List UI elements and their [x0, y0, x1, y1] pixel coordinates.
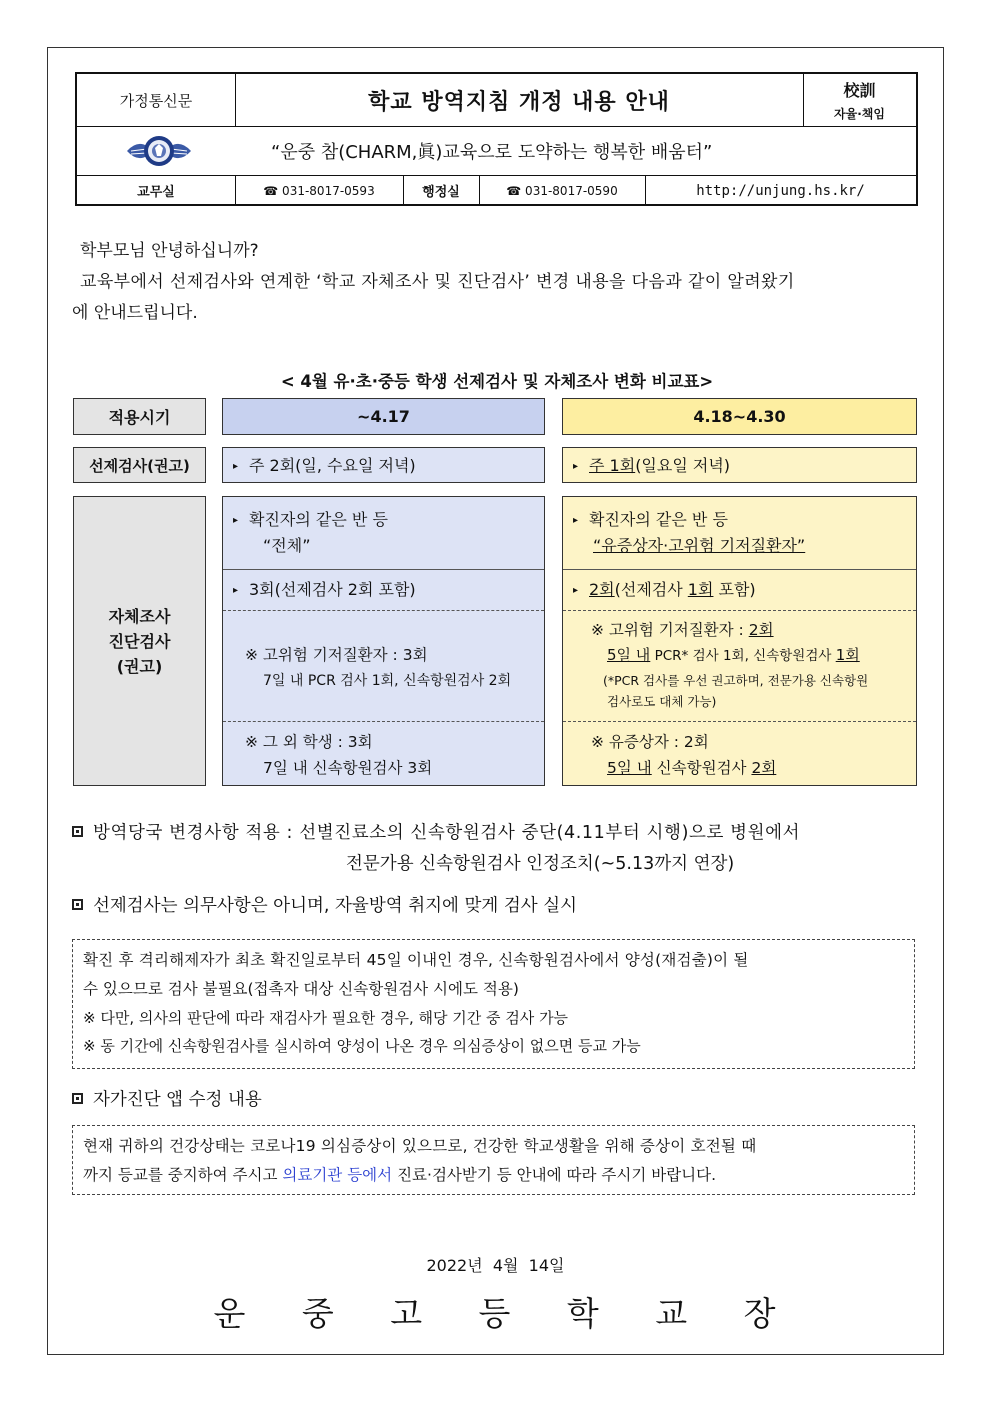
square-bullet-icon [72, 1093, 83, 1104]
box2-line2a: 까지 등교를 중지하여 주시고 [83, 1166, 283, 1184]
school-emblem-icon [125, 132, 193, 170]
bullet-triangle-icon: ▸ [233, 585, 239, 596]
highrisk-after-1b: 2회 [748, 621, 774, 639]
scope-after-2: “유증상자·고위험 기저질환자” [593, 536, 806, 555]
header-table [75, 72, 918, 206]
bullet-triangle-icon: ▸ [233, 461, 239, 472]
pretest-before-cell [222, 447, 545, 483]
table-caption: < 4월 유·초·중등 학생 선제검사 및 자체조사 변화 비교표> [280, 372, 714, 391]
other-after-2a: 5일 내 [607, 759, 652, 777]
row-header-pretest: 선제검사(권고) [73, 447, 206, 483]
section-1-line1 [72, 818, 800, 848]
other-after-1: ※ 유증상자 : 2회 [591, 733, 709, 751]
scope-before-1: 확진자의 같은 반 등 [249, 510, 388, 529]
bullet-triangle-icon: ▸ [573, 585, 579, 596]
motto-title: 校訓 [843, 80, 876, 100]
other-before-1: ※ 그 외 학생 : 3회 [245, 733, 373, 751]
office1-label: 교무실 [137, 185, 175, 200]
issue-date: 2022년 4월 14일 [426, 1256, 565, 1275]
notice-box-selfcheck [72, 1125, 915, 1195]
highrisk-after-1a: ※ 고위험 기저질환자 : [591, 621, 749, 639]
box2-line2b: 의료기관 등에서 [282, 1166, 393, 1184]
bullet-triangle-icon: ▸ [233, 515, 239, 526]
pretest-after-cell [562, 447, 917, 483]
count-after-row [573, 577, 756, 603]
highrisk-after-4: 검사로도 대체 가능) [607, 694, 717, 709]
notice-box-retest [72, 939, 915, 1069]
highrisk-before-1: ※ 고위험 기저질환자 : 3회 [245, 646, 428, 664]
box1-line1: 확진 후 격리해제자가 최초 확진일로부터 45일 이내인 경우, 신속항원검사에서 양성(재검출)이 될 [83, 951, 749, 969]
box2-line1: 현재 귀하의 건강상태는 코로나19 의심증상이 있으므로, 건강한 학교생활을 위해 증상이 호전될 때 [83, 1137, 757, 1155]
pretest-after-rest: (일요일 저녁) [635, 456, 731, 475]
section-2 [72, 891, 577, 921]
section-1-text1: 방역당국 변경사항 적용 : 선별진료소의 신속항원검사 중단(4.11부터 시행)으로 병원에서 [93, 823, 801, 843]
other-after [591, 729, 776, 781]
signature: 운 중 고 등 학 교 장 [213, 1294, 778, 1333]
greeting: 학부모님 안녕하십니까? [80, 241, 259, 261]
box1-line4: ※ 동 기간에 신속항원검사를 실시하여 양성이 나온 경우 의심증상이 없으면 등교 가능 [83, 1037, 641, 1055]
highrisk-after [591, 618, 868, 712]
count-after-a: 2회 [589, 580, 615, 599]
newsletter-label: 가정통신문 [119, 91, 193, 110]
count-after-b: (선제검사 [614, 580, 688, 599]
scope-after [573, 507, 805, 558]
row-header-period: 적용시기 [73, 398, 206, 435]
office1-phone: ☎ 031-8017-0593 [263, 183, 375, 198]
office2-phone: ☎ 031-8017-0590 [506, 183, 618, 198]
count-after-d: 포함) [713, 580, 756, 599]
period-after: 4.18~4.30 [562, 398, 917, 435]
row-header-self [73, 496, 206, 786]
period-before: ~4.17 [222, 398, 545, 435]
count-before-row [233, 577, 416, 603]
square-bullet-icon [72, 826, 83, 837]
highrisk-after-2a: 5일 내 [607, 646, 651, 664]
section-2-text: 선제검사는 의무사항은 아니며, 자율방역 취지에 맞게 검사 실시 [93, 896, 578, 916]
other-after-2c: 2회 [751, 759, 777, 777]
motto-text: 자율·책임 [834, 106, 885, 121]
pretest-after-emph: 주 1회 [589, 456, 636, 475]
bullet-triangle-icon: ▸ [573, 515, 579, 526]
row-header-self-3: (권고) [116, 656, 163, 676]
section-1-line2: 전문가용 신속항원검사 인정조치(~5.13까지 연장) [346, 854, 735, 874]
section-3-text: 자가진단 앱 수정 내용 [93, 1090, 262, 1110]
box2-line2c: 진료·검사받기 등 안내에 따라 주시기 바랍니다. [392, 1166, 717, 1184]
other-after-2b: 신속항원검사 [651, 759, 752, 777]
highrisk-after-2b: PCR* 검사 1회, 신속항원검사 [650, 648, 836, 664]
self-before-column [222, 496, 545, 786]
square-bullet-icon [72, 899, 83, 910]
row-header-self-2: 진단검사 [108, 631, 171, 651]
highrisk-after-3: (*PCR 검사를 우선 권고하며, 전문가용 신속항원 [603, 673, 869, 688]
box1-line3: ※ 다만, 의사의 판단에 따라 재검사가 필요한 경우, 해당 기간 중 검사 가능 [83, 1009, 569, 1027]
scope-after-1: 확진자의 같은 반 등 [589, 510, 728, 529]
intro-line1: 교육부에서 선제검사와 연계한 ‘학교 자체조사 및 진단검사’ 변경 내용을 다음과 같이 알려왔기 [80, 272, 795, 292]
self-after-column [562, 496, 917, 786]
page-title: 학교 방역지침 개정 내용 안내 [368, 89, 670, 115]
office2-label: 행정실 [422, 185, 460, 200]
slogan: “운중 참(CHARM,眞)교육으로 도약하는 행복한 배움터” [271, 141, 713, 163]
other-before [245, 729, 432, 781]
website-link[interactable]: http://unjung.hs.kr/ [696, 182, 865, 199]
row-header-self-1: 자체조사 [108, 606, 171, 626]
scope-before [233, 507, 388, 558]
count-before: 3회(선제검사 2회 포함) [249, 580, 416, 599]
other-before-2: 7일 내 신속항원검사 3회 [263, 759, 433, 777]
highrisk-before [245, 642, 511, 694]
box1-line2: 수 있으므로 검사 불필요(접촉자 대상 신속항원검사 시에도 적용) [83, 980, 519, 998]
pretest-before: 주 2회(일, 수요일 저녁) [249, 456, 416, 475]
highrisk-after-2c: 1회 [835, 646, 860, 664]
intro-line2: 에 안내드립니다. [72, 303, 198, 323]
scope-before-2: “전체” [263, 536, 311, 555]
section-3 [72, 1085, 262, 1115]
count-after-c: 1회 [687, 580, 714, 599]
highrisk-before-2: 7일 내 PCR 검사 1회, 신속항원검사 2회 [263, 673, 512, 689]
bullet-triangle-icon: ▸ [573, 461, 579, 472]
